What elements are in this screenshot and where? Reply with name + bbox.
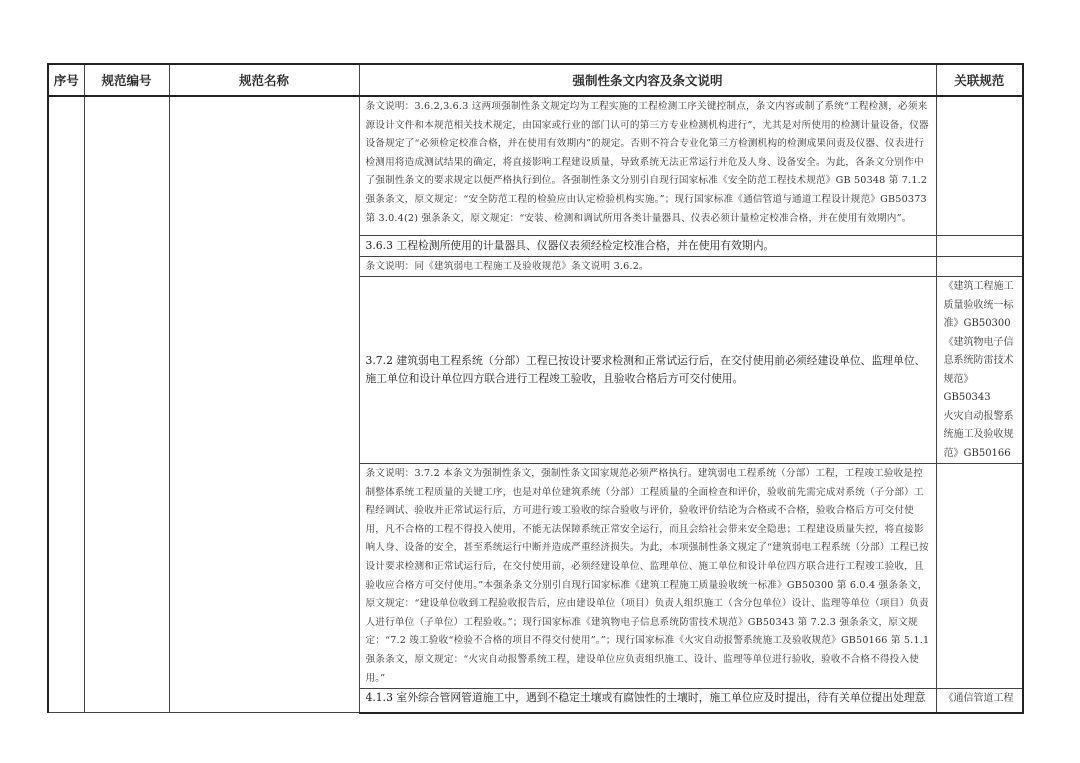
related-cell (936, 235, 1023, 256)
mandatory-clause: 3.6.3 工程检测所使用的计量器具、仪器仪表须经检定校准合格，并在使用有效期内。 (359, 235, 936, 256)
spec-table (47, 63, 1024, 714)
mandatory-clause: 3.7.2 建筑弱电工程系统（分部）工程已按设计要求检测和正常试运行后，在交付使用前必须经建设单位、监理单位、施工单位和设计单位四方联合进行工程竣工验收，且验收合格后方可交付使用。 (359, 277, 936, 464)
related-standards: 《建筑工程施工质量验收统一标准》GB50300 《建筑物电子信息系统防雷技术规范》GB50343 火灾自动报警系统施工及验收规范》GB50166 (936, 277, 1023, 464)
table-row (48, 96, 1023, 235)
related-cell (936, 96, 1023, 235)
clause-explanation: 条文说明：3.7.2 本条文为强制性条文，强制性条文国家规范必须严格执行。建筑弱电工程系统（分部）工程，工程竣工验收是控制整体系统工程质量的关键工序，也是对单位建筑系统（分部）工程质量的全面检查和评价，验收前先需完成对系统（子分部）工程经调试、验收并正常试运行后，方可进行竣工验收的综合验收与评价，验收评价结论为合格或不合格，验收合格后方可交付使用，凡不合格的工程不得投入使用，不能无法保障系统正常安全运行，而且会给社会带来安全隐患；工程建设质量失控，将直接影响人身、设备的安全，甚至系统运行中断并造成严重经济损失。为此，本项强制性条文规定了“建筑弱电工程系统（分部）工程已按设计要求检测和正常试运行后，在交付使用前，必须经建设单位、监理单位、施工单位和设计单位四方联合进行工程竣工验收，且验收应合格方可交付使用。”本强条条文分别引自现行国家标准《建筑工程施工质量验收统一标准》GB50300 第 6.0.4 强条条文，原文规定：“建设单位收到工程验收报告后，应由建设单位（项目）负责人组织施工（含分包单位）设计、监理等单位（项目）负责人进行单位（子单位）工程验收。”；现行国家标准《建筑物电子信息系统防雷技术规范》GB50343 第 7.2.3 强条条文，原文规定：“7.2 竣工验收“检验不合格的项目不得交付使用”。”；现行国家标准《火灾自动报警系统施工及验收规范》GB50166 第 5.1.1 强条条文，原文规定：“火灾自动报警系统工程，建设单位应负责组织施工、设计、监理等单位进行验收，验收不合格不得投入使用。” (359, 464, 936, 689)
header-name: 规范名称 (169, 64, 359, 96)
name-cell (169, 96, 359, 713)
clause-explanation: 条文说明：同《建筑弱电工程施工及验收规范》条文说明 3.6.2。 (359, 256, 936, 277)
spec-table-page (47, 63, 1022, 705)
index-cell (48, 96, 84, 713)
header-code: 规范编号 (84, 64, 169, 96)
code-cell (84, 96, 169, 713)
related-standards: 《通信管道工程 (936, 689, 1023, 713)
mandatory-clause: 4.1.3 室外综合管网管道施工中，遇到不稳定土壤或有腐蚀性的土壤时，施工单位应及时提出，待有关单位提出处理意 (359, 689, 936, 713)
table-header-row (48, 64, 1023, 96)
header-content: 强制性条文内容及条文说明 (359, 64, 936, 96)
clause-explanation: 条文说明：3.6.2,3.6.3 这两项强制性条文规定均为工程实施的工程检测工序关键控制点，条文内容或制了系统“工程检测，必须来源设计文件和本规范相关技术规定，由国家或行业的部门认可的第三方专业检测机构进行”，尤其是对所使用的检测计量设备，仪器设备规定了“必须检定校准合格，并在使用有效期内”的规定。否则不符合专业化第三方检测机构的检测成果问责及仪器、仪表进行检测用将造成测试结果的确定，将直接影响工程建设质量，导致系统无法正常运行并危及人身、设备安全。为此，各条文分别作中了强制性条文的要求规定以便严格执行到位。各强制性条文分别引自现行国家标准《安全防范工程技术规范》GB 50348 第 7.1.2 强条条文，原文规定：“安全防范工程的检验应由认定检验机构实施。”；现行国家标准《通信管道与通道工程设计规范》GB50373 第 3.0.4(2) 强条条文，原文规定：“安装、检测和调试所用各类计量器具、仪表必须计量检定校准合格，并在使用有效期内”。 (359, 96, 936, 235)
related-cell (936, 256, 1023, 277)
header-related: 关联规范 (936, 64, 1023, 96)
related-cell (936, 464, 1023, 689)
header-index: 序号 (48, 64, 84, 96)
